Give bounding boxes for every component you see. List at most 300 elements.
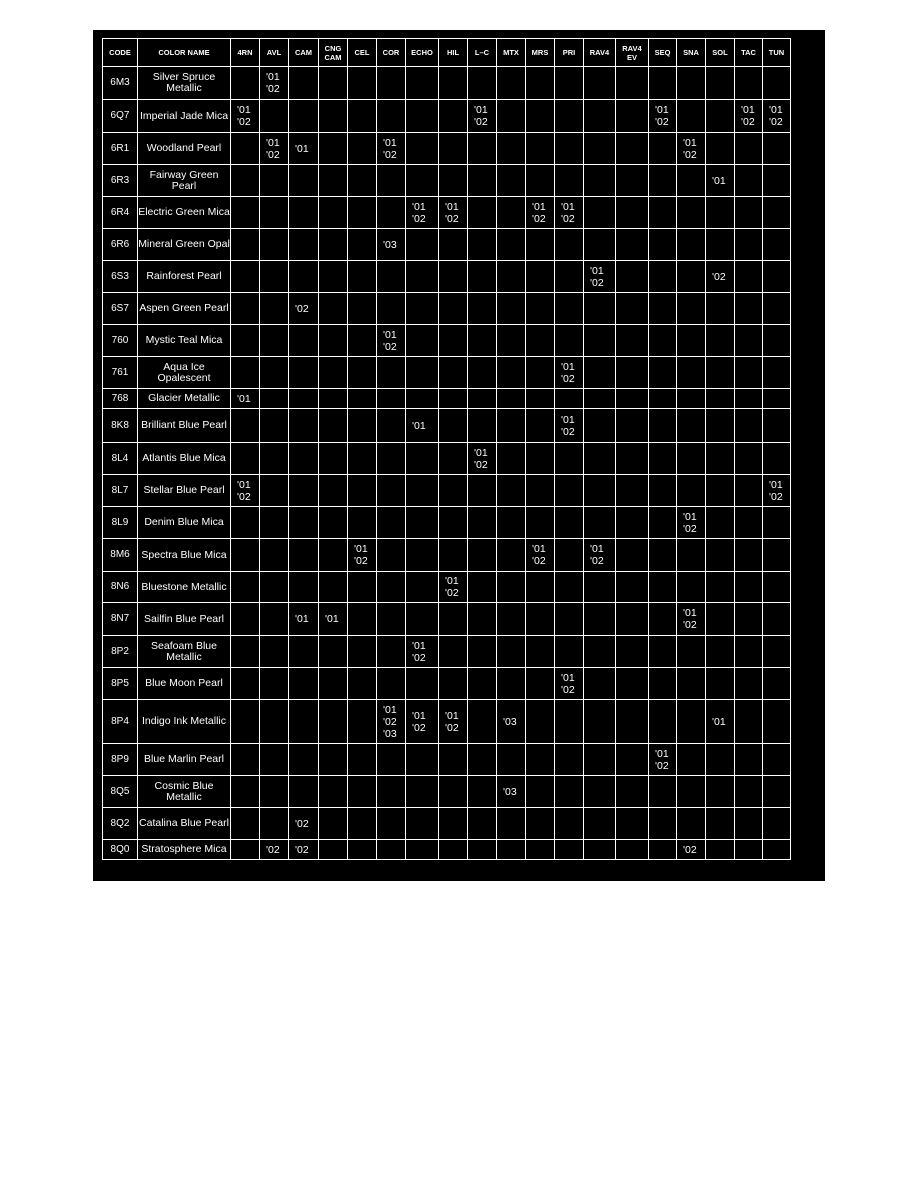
model-year-cell-cam bbox=[289, 229, 319, 261]
model-year-cell-hil bbox=[439, 840, 468, 860]
model-year-cell-l-c bbox=[468, 572, 497, 603]
column-header-sol: SOL bbox=[706, 39, 735, 67]
model-year-cell-mtx bbox=[497, 67, 526, 100]
model-year-cell-tac bbox=[735, 197, 763, 229]
model-year-cell-tun bbox=[763, 133, 791, 165]
model-year-cell-hil bbox=[439, 668, 468, 700]
model-year-cell-mrs bbox=[526, 840, 555, 860]
color-code-cell: 8K8 bbox=[103, 409, 138, 443]
model-year-cell-seq bbox=[649, 165, 677, 197]
model-year-cell-seq bbox=[649, 603, 677, 636]
model-year-cell-hil bbox=[439, 475, 468, 507]
model-year-cell-4rn bbox=[231, 700, 260, 744]
model-year-cell-tun: '01 '02 bbox=[763, 475, 791, 507]
model-year-cell-pri bbox=[555, 293, 584, 325]
color-code-cell: 6Q7 bbox=[103, 100, 138, 133]
model-year-cell-echo bbox=[406, 67, 439, 100]
model-year-cell-seq bbox=[649, 668, 677, 700]
model-year-cell-rav4-ev bbox=[616, 229, 649, 261]
model-year-cell-sol bbox=[706, 293, 735, 325]
model-year-cell-avl bbox=[260, 572, 289, 603]
model-year-cell-pri: '01 '02 bbox=[555, 668, 584, 700]
model-year-cell-cel bbox=[348, 67, 377, 100]
model-year-cell-4rn bbox=[231, 507, 260, 539]
model-year-cell-4rn bbox=[231, 776, 260, 808]
model-year-cell-cor: '01 '02 '03 bbox=[377, 700, 406, 744]
model-year-cell-mtx: '03 bbox=[497, 700, 526, 744]
model-year-cell-avl bbox=[260, 293, 289, 325]
model-year-cell-sol bbox=[706, 603, 735, 636]
model-year-cell-4rn bbox=[231, 293, 260, 325]
color-name-cell: Sailfin Blue Pearl bbox=[138, 603, 231, 636]
model-year-cell-echo: '01 '02 bbox=[406, 636, 439, 668]
model-year-cell-tun bbox=[763, 325, 791, 357]
color-code-cell: 8P2 bbox=[103, 636, 138, 668]
model-year-cell-pri bbox=[555, 507, 584, 539]
column-header-sna: SNA bbox=[677, 39, 706, 67]
model-year-cell-cor bbox=[377, 165, 406, 197]
model-year-cell-tun bbox=[763, 603, 791, 636]
model-year-cell-seq bbox=[649, 539, 677, 572]
model-year-cell-mrs bbox=[526, 389, 555, 409]
model-year-cell-sol bbox=[706, 475, 735, 507]
model-year-cell-l-c bbox=[468, 325, 497, 357]
model-year-cell-cam: '02 bbox=[289, 808, 319, 840]
color-code-cell: 6S7 bbox=[103, 293, 138, 325]
model-year-cell-pri bbox=[555, 840, 584, 860]
model-year-cell-4rn bbox=[231, 261, 260, 293]
model-year-cell-mrs bbox=[526, 409, 555, 443]
color-name-cell: Bluestone Metallic bbox=[138, 572, 231, 603]
model-year-cell-mrs: '01 '02 bbox=[526, 539, 555, 572]
model-year-cell-cel bbox=[348, 229, 377, 261]
model-year-cell-rav4 bbox=[584, 744, 616, 776]
model-year-cell-rav4-ev bbox=[616, 776, 649, 808]
color-name-cell: Glacier Metallic bbox=[138, 389, 231, 409]
model-year-cell-cor bbox=[377, 539, 406, 572]
model-year-cell-tac bbox=[735, 165, 763, 197]
model-year-cell-l-c bbox=[468, 808, 497, 840]
model-year-cell-4rn: '01 bbox=[231, 389, 260, 409]
model-year-cell-4rn bbox=[231, 668, 260, 700]
model-year-cell-mtx bbox=[497, 133, 526, 165]
model-year-cell-hil: '01 '02 bbox=[439, 197, 468, 229]
column-header-cng-cam: CNG CAM bbox=[319, 39, 348, 67]
model-year-cell-seq bbox=[649, 840, 677, 860]
model-year-cell-l-c bbox=[468, 507, 497, 539]
model-year-cell-echo bbox=[406, 357, 439, 389]
color-code-cell: 8N7 bbox=[103, 603, 138, 636]
model-year-cell-tac: '01 '02 bbox=[735, 100, 763, 133]
model-year-cell-cel bbox=[348, 572, 377, 603]
model-year-cell-sna bbox=[677, 261, 706, 293]
column-header-tun: TUN bbox=[763, 39, 791, 67]
model-year-cell-rav4: '01 '02 bbox=[584, 261, 616, 293]
model-year-cell-pri bbox=[555, 475, 584, 507]
model-year-cell-mrs bbox=[526, 475, 555, 507]
color-name-cell: Silver Spruce Metallic bbox=[138, 67, 231, 100]
model-year-cell-pri bbox=[555, 744, 584, 776]
color-name-cell: Fairway Green Pearl bbox=[138, 165, 231, 197]
model-year-cell-4rn bbox=[231, 229, 260, 261]
model-year-cell-cor bbox=[377, 100, 406, 133]
model-year-cell-sna bbox=[677, 100, 706, 133]
model-year-cell-tun bbox=[763, 668, 791, 700]
color-name-cell: Mineral Green Opal bbox=[138, 229, 231, 261]
color-code-cell: 6R4 bbox=[103, 197, 138, 229]
model-year-cell-avl bbox=[260, 261, 289, 293]
model-year-cell-echo bbox=[406, 808, 439, 840]
table-row bbox=[103, 744, 791, 776]
model-year-cell-echo bbox=[406, 443, 439, 475]
column-header-hil: HIL bbox=[439, 39, 468, 67]
model-year-cell-tun bbox=[763, 165, 791, 197]
model-year-cell-sna: '01 '02 bbox=[677, 507, 706, 539]
model-year-cell-cng-cam bbox=[319, 507, 348, 539]
model-year-cell-4rn bbox=[231, 357, 260, 389]
model-year-cell-l-c bbox=[468, 636, 497, 668]
model-year-cell-tac bbox=[735, 475, 763, 507]
model-year-cell-rav4 bbox=[584, 409, 616, 443]
column-header-rav4-ev: RAV4 EV bbox=[616, 39, 649, 67]
model-year-cell-cng-cam bbox=[319, 261, 348, 293]
model-year-cell-avl bbox=[260, 100, 289, 133]
column-header-mtx: MTX bbox=[497, 39, 526, 67]
model-year-cell-tun bbox=[763, 572, 791, 603]
model-year-cell-hil bbox=[439, 293, 468, 325]
model-year-cell-rav4 bbox=[584, 636, 616, 668]
color-code-cell: 6R3 bbox=[103, 165, 138, 197]
model-year-cell-l-c: '01 '02 bbox=[468, 443, 497, 475]
model-year-cell-echo bbox=[406, 603, 439, 636]
model-year-cell-sna bbox=[677, 357, 706, 389]
color-availability-table bbox=[102, 38, 791, 860]
model-year-cell-cng-cam bbox=[319, 133, 348, 165]
color-code-cell: 6R6 bbox=[103, 229, 138, 261]
model-year-cell-tun bbox=[763, 229, 791, 261]
color-code-cell: 8N6 bbox=[103, 572, 138, 603]
model-year-cell-rav4-ev bbox=[616, 325, 649, 357]
model-year-cell-cor bbox=[377, 507, 406, 539]
table-row bbox=[103, 389, 791, 409]
model-year-cell-mrs bbox=[526, 776, 555, 808]
column-header-color-name: COLOR NAME bbox=[138, 39, 231, 67]
model-year-cell-sol bbox=[706, 636, 735, 668]
color-code-cell: 8P5 bbox=[103, 668, 138, 700]
color-name-cell: Electric Green Mica bbox=[138, 197, 231, 229]
model-year-cell-sna: '02 bbox=[677, 840, 706, 860]
model-year-cell-mtx bbox=[497, 572, 526, 603]
model-year-cell-mtx bbox=[497, 389, 526, 409]
table-row bbox=[103, 293, 791, 325]
model-year-cell-echo bbox=[406, 507, 439, 539]
model-year-cell-tun bbox=[763, 409, 791, 443]
column-header-pri: PRI bbox=[555, 39, 584, 67]
model-year-cell-seq bbox=[649, 776, 677, 808]
model-year-cell-seq bbox=[649, 261, 677, 293]
model-year-cell-mrs bbox=[526, 636, 555, 668]
column-header-l-c: L–C bbox=[468, 39, 497, 67]
model-year-cell-sna bbox=[677, 165, 706, 197]
model-year-cell-rav4-ev bbox=[616, 261, 649, 293]
model-year-cell-cam bbox=[289, 700, 319, 744]
model-year-cell-rav4 bbox=[584, 808, 616, 840]
model-year-cell-tac bbox=[735, 443, 763, 475]
column-header-seq: SEQ bbox=[649, 39, 677, 67]
model-year-cell-pri bbox=[555, 808, 584, 840]
model-year-cell-cam bbox=[289, 636, 319, 668]
model-year-cell-l-c bbox=[468, 603, 497, 636]
model-year-cell-tun bbox=[763, 67, 791, 100]
model-year-cell-cng-cam bbox=[319, 357, 348, 389]
model-year-cell-cor bbox=[377, 443, 406, 475]
model-year-cell-cor bbox=[377, 603, 406, 636]
model-year-cell-mrs bbox=[526, 67, 555, 100]
color-code-cell: 760 bbox=[103, 325, 138, 357]
model-year-cell-mtx bbox=[497, 744, 526, 776]
model-year-cell-mrs bbox=[526, 443, 555, 475]
model-year-cell-mrs bbox=[526, 229, 555, 261]
model-year-cell-rav4 bbox=[584, 840, 616, 860]
model-year-cell-rav4 bbox=[584, 443, 616, 475]
column-header-tac: TAC bbox=[735, 39, 763, 67]
model-year-cell-4rn bbox=[231, 443, 260, 475]
table-row bbox=[103, 67, 791, 100]
model-year-cell-hil bbox=[439, 744, 468, 776]
model-year-cell-sna bbox=[677, 443, 706, 475]
model-year-cell-4rn bbox=[231, 409, 260, 443]
model-year-cell-sna bbox=[677, 197, 706, 229]
model-year-cell-cam bbox=[289, 539, 319, 572]
model-year-cell-tac bbox=[735, 409, 763, 443]
model-year-cell-echo: '01 '02 bbox=[406, 197, 439, 229]
model-year-cell-sol bbox=[706, 840, 735, 860]
model-year-cell-tac bbox=[735, 325, 763, 357]
model-year-cell-cor bbox=[377, 389, 406, 409]
color-name-cell: Denim Blue Mica bbox=[138, 507, 231, 539]
model-year-cell-tun bbox=[763, 389, 791, 409]
model-year-cell-tac bbox=[735, 603, 763, 636]
model-year-cell-cor bbox=[377, 197, 406, 229]
model-year-cell-rav4-ev bbox=[616, 700, 649, 744]
model-year-cell-cam bbox=[289, 67, 319, 100]
model-year-cell-cel bbox=[348, 700, 377, 744]
model-year-cell-rav4-ev bbox=[616, 668, 649, 700]
model-year-cell-4rn: '01 '02 bbox=[231, 475, 260, 507]
model-year-cell-cel bbox=[348, 475, 377, 507]
model-year-cell-4rn bbox=[231, 67, 260, 100]
model-year-cell-mtx bbox=[497, 668, 526, 700]
model-year-cell-echo bbox=[406, 293, 439, 325]
model-year-cell-tac bbox=[735, 840, 763, 860]
model-year-cell-avl bbox=[260, 744, 289, 776]
model-year-cell-seq bbox=[649, 197, 677, 229]
model-year-cell-tun bbox=[763, 197, 791, 229]
model-year-cell-cel bbox=[348, 261, 377, 293]
model-year-cell-pri bbox=[555, 229, 584, 261]
model-year-cell-4rn bbox=[231, 603, 260, 636]
model-year-cell-cam bbox=[289, 409, 319, 443]
model-year-cell-cel bbox=[348, 325, 377, 357]
column-header-echo: ECHO bbox=[406, 39, 439, 67]
model-year-cell-pri bbox=[555, 389, 584, 409]
color-name-cell: Atlantis Blue Mica bbox=[138, 443, 231, 475]
model-year-cell-sol bbox=[706, 539, 735, 572]
model-year-cell-cng-cam bbox=[319, 572, 348, 603]
table-row bbox=[103, 357, 791, 389]
model-year-cell-cel: '01 '02 bbox=[348, 539, 377, 572]
model-year-cell-rav4-ev bbox=[616, 409, 649, 443]
model-year-cell-cam bbox=[289, 668, 319, 700]
model-year-cell-tac bbox=[735, 744, 763, 776]
table-row bbox=[103, 808, 791, 840]
model-year-cell-rav4 bbox=[584, 325, 616, 357]
model-year-cell-l-c bbox=[468, 744, 497, 776]
model-year-cell-rav4 bbox=[584, 229, 616, 261]
model-year-cell-hil bbox=[439, 67, 468, 100]
model-year-cell-l-c bbox=[468, 700, 497, 744]
table-row bbox=[103, 603, 791, 636]
model-year-cell-sol: '01 bbox=[706, 700, 735, 744]
color-name-cell: Stratosphere Mica bbox=[138, 840, 231, 860]
table-row bbox=[103, 229, 791, 261]
table-row bbox=[103, 165, 791, 197]
table-row bbox=[103, 475, 791, 507]
model-year-cell-mrs bbox=[526, 357, 555, 389]
model-year-cell-mrs bbox=[526, 744, 555, 776]
model-year-cell-sna: '01 '02 bbox=[677, 133, 706, 165]
model-year-cell-cam: '01 bbox=[289, 603, 319, 636]
model-year-cell-mtx bbox=[497, 840, 526, 860]
model-year-cell-mtx bbox=[497, 197, 526, 229]
model-year-cell-tac bbox=[735, 507, 763, 539]
model-year-cell-sna bbox=[677, 293, 706, 325]
model-year-cell-l-c bbox=[468, 776, 497, 808]
color-name-cell: Woodland Pearl bbox=[138, 133, 231, 165]
model-year-cell-pri bbox=[555, 165, 584, 197]
model-year-cell-cel bbox=[348, 776, 377, 808]
model-year-cell-echo: '01 '02 bbox=[406, 700, 439, 744]
model-year-cell-tac bbox=[735, 700, 763, 744]
model-year-cell-tun bbox=[763, 636, 791, 668]
model-year-cell-mtx bbox=[497, 539, 526, 572]
model-year-cell-cel bbox=[348, 197, 377, 229]
model-year-cell-cor bbox=[377, 808, 406, 840]
model-year-cell-l-c bbox=[468, 261, 497, 293]
model-year-cell-pri: '01 '02 bbox=[555, 409, 584, 443]
model-year-cell-cel bbox=[348, 293, 377, 325]
model-year-cell-seq bbox=[649, 133, 677, 165]
model-year-cell-seq bbox=[649, 636, 677, 668]
color-name-cell: Blue Moon Pearl bbox=[138, 668, 231, 700]
model-year-cell-sol bbox=[706, 197, 735, 229]
model-year-cell-cng-cam bbox=[319, 776, 348, 808]
model-year-cell-sol bbox=[706, 572, 735, 603]
model-year-cell-4rn bbox=[231, 840, 260, 860]
model-year-cell-rav4 bbox=[584, 475, 616, 507]
column-header-cam: CAM bbox=[289, 39, 319, 67]
model-year-cell-rav4-ev bbox=[616, 443, 649, 475]
table-row bbox=[103, 840, 791, 860]
model-year-cell-rav4-ev bbox=[616, 744, 649, 776]
model-year-cell-tac bbox=[735, 133, 763, 165]
model-year-cell-sol bbox=[706, 668, 735, 700]
color-name-cell: Indigo Ink Metallic bbox=[138, 700, 231, 744]
table-row bbox=[103, 133, 791, 165]
model-year-cell-tun bbox=[763, 261, 791, 293]
column-header-4rn: 4RN bbox=[231, 39, 260, 67]
model-year-cell-sol bbox=[706, 67, 735, 100]
model-year-cell-echo: '01 bbox=[406, 409, 439, 443]
table-row bbox=[103, 261, 791, 293]
model-year-cell-mtx bbox=[497, 507, 526, 539]
model-year-cell-cng-cam bbox=[319, 700, 348, 744]
model-year-cell-pri bbox=[555, 133, 584, 165]
model-year-cell-tun bbox=[763, 744, 791, 776]
model-year-cell-cam bbox=[289, 325, 319, 357]
model-year-cell-mrs bbox=[526, 261, 555, 293]
model-year-cell-seq bbox=[649, 475, 677, 507]
model-year-cell-cor bbox=[377, 744, 406, 776]
model-year-cell-avl bbox=[260, 197, 289, 229]
model-year-cell-avl bbox=[260, 776, 289, 808]
model-year-cell-hil bbox=[439, 539, 468, 572]
model-year-cell-rav4-ev bbox=[616, 133, 649, 165]
model-year-cell-rav4 bbox=[584, 572, 616, 603]
model-year-cell-sna bbox=[677, 776, 706, 808]
model-year-cell-hil bbox=[439, 229, 468, 261]
model-year-cell-cam bbox=[289, 357, 319, 389]
model-year-cell-seq bbox=[649, 700, 677, 744]
model-year-cell-l-c bbox=[468, 67, 497, 100]
model-year-cell-cng-cam bbox=[319, 443, 348, 475]
table-row bbox=[103, 409, 791, 443]
model-year-cell-tac bbox=[735, 229, 763, 261]
model-year-cell-tun: '01 '02 bbox=[763, 100, 791, 133]
model-year-cell-echo bbox=[406, 840, 439, 860]
model-year-cell-4rn bbox=[231, 133, 260, 165]
model-year-cell-pri bbox=[555, 636, 584, 668]
model-year-cell-cel bbox=[348, 840, 377, 860]
model-year-cell-avl bbox=[260, 409, 289, 443]
model-year-cell-seq: '01 '02 bbox=[649, 100, 677, 133]
model-year-cell-sna bbox=[677, 539, 706, 572]
column-header-code: CODE bbox=[103, 39, 138, 67]
table-row bbox=[103, 636, 791, 668]
model-year-cell-sna bbox=[677, 668, 706, 700]
column-header-cor: COR bbox=[377, 39, 406, 67]
model-year-cell-mtx bbox=[497, 293, 526, 325]
color-code-cell: 8L9 bbox=[103, 507, 138, 539]
model-year-cell-l-c bbox=[468, 133, 497, 165]
model-year-cell-mrs bbox=[526, 293, 555, 325]
model-year-cell-cor bbox=[377, 357, 406, 389]
model-year-cell-cor bbox=[377, 636, 406, 668]
model-year-cell-pri bbox=[555, 100, 584, 133]
model-year-cell-avl bbox=[260, 668, 289, 700]
model-year-cell-cam: '02 bbox=[289, 840, 319, 860]
table-row bbox=[103, 668, 791, 700]
model-year-cell-cor bbox=[377, 840, 406, 860]
model-year-cell-cng-cam bbox=[319, 539, 348, 572]
model-year-cell-mtx bbox=[497, 603, 526, 636]
model-year-cell-l-c bbox=[468, 475, 497, 507]
model-year-cell-rav4-ev bbox=[616, 539, 649, 572]
model-year-cell-l-c bbox=[468, 668, 497, 700]
model-year-cell-sol: '01 bbox=[706, 165, 735, 197]
model-year-cell-cel bbox=[348, 636, 377, 668]
model-year-cell-l-c bbox=[468, 165, 497, 197]
